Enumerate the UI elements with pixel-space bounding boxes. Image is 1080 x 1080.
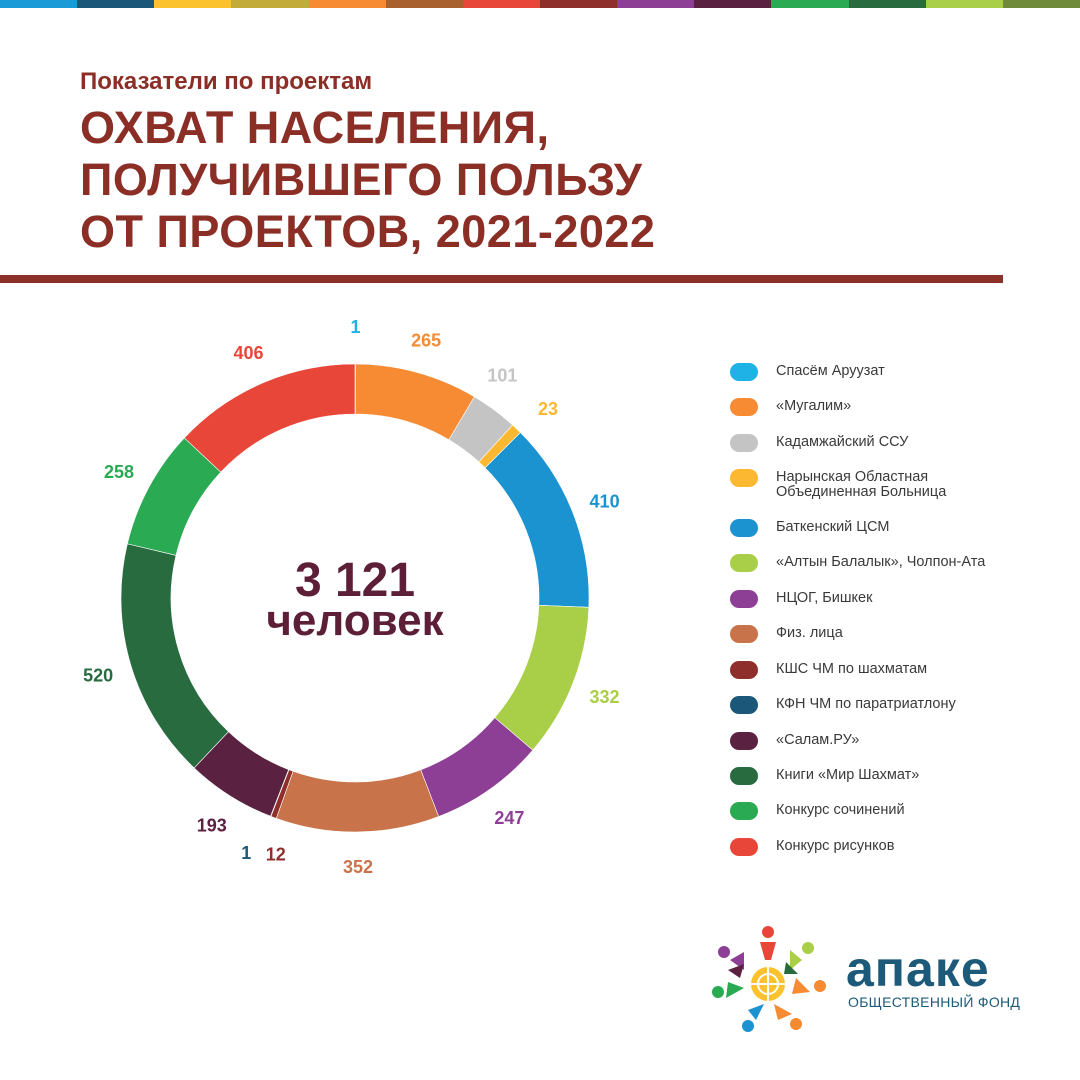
page-title: [80, 102, 980, 258]
total-unit: человек: [266, 596, 444, 645]
legend-item: [730, 431, 1036, 452]
legend-swatch: [730, 767, 758, 785]
legend-label: Баткенский ЦСМ: [776, 519, 890, 535]
legend-label: Спасём Аруузат: [776, 363, 885, 379]
top-bar-segment: [463, 0, 540, 8]
legend-swatch: [730, 696, 758, 714]
legend-item: [730, 693, 1036, 714]
top-bar-segment: [386, 0, 463, 8]
slice-value-label: 247: [494, 808, 525, 829]
top-color-bar: [0, 0, 1080, 8]
legend-swatch: [730, 838, 758, 856]
slice-value-label: 1: [241, 842, 252, 863]
legend-label: КШС ЧМ по шахматам: [776, 661, 928, 677]
legend-label: НЦОГ, Бишкек: [776, 590, 873, 606]
slice-value-label: 352: [342, 856, 373, 877]
legend-item: [730, 551, 1036, 572]
legend-item: [730, 395, 1036, 416]
slice-value-label: 193: [196, 815, 227, 836]
legend-swatch: [730, 398, 758, 416]
legend-swatch: [730, 519, 758, 537]
legend-item: [730, 360, 1036, 381]
legend-label: «Салам.РУ»: [776, 732, 860, 748]
slice-value-label: 406: [233, 343, 264, 364]
legend-swatch: [730, 625, 758, 643]
legend-swatch: [730, 590, 758, 608]
legend-item: [730, 658, 1036, 679]
legend-label: «Алтын Балалык», Чолпон-Ата: [776, 554, 986, 570]
legend-swatch: [730, 469, 758, 487]
legend-item: [730, 835, 1036, 856]
top-bar-segment: [540, 0, 617, 8]
top-bar-segment: [694, 0, 771, 8]
donut-slice: [276, 770, 438, 832]
top-bar-segment: [309, 0, 386, 8]
legend-label: «Мугалим»: [776, 398, 852, 414]
legend-swatch: [730, 363, 758, 381]
top-bar-segment: [0, 0, 77, 8]
donut-slice: [184, 364, 355, 472]
legend-label: КФН ЧМ по паратриатлону: [776, 696, 956, 712]
slice-value-label: 410: [589, 491, 620, 512]
legend-item: [730, 799, 1036, 820]
legend-swatch: [730, 732, 758, 750]
header-divider: [0, 275, 1003, 283]
brand-name: апаке: [846, 941, 990, 997]
title-line-1: ОХВАТ НАСЕЛЕНИЯ,: [80, 102, 550, 153]
top-bar-segment: [154, 0, 231, 8]
legend-label: Нарынская Областная Объединенная Больница: [776, 469, 947, 500]
legend-label: Кадамжайский ССУ: [776, 434, 909, 450]
slice-value-label: 265: [411, 330, 442, 351]
legend-item: [730, 466, 1036, 500]
top-bar-segment: [1003, 0, 1080, 8]
slice-value-label: 12: [265, 844, 286, 865]
legend-label: Конкурс рисунков: [776, 838, 895, 854]
legend-swatch: [730, 434, 758, 452]
slice-value-label: 258: [103, 461, 135, 482]
legend-item: [730, 622, 1036, 643]
legend-item: [730, 729, 1036, 750]
top-bar-segment: [926, 0, 1003, 8]
legend-swatch: [730, 802, 758, 820]
top-bar-segment: [617, 0, 694, 8]
legend-item: [730, 764, 1036, 785]
top-bar-segment: [771, 0, 848, 8]
page-subtitle: Показатели по проектам: [80, 68, 373, 95]
legend-label: Книги «Мир Шахмат»: [776, 767, 920, 783]
slice-value-label: 520: [83, 665, 114, 686]
top-bar-segment: [849, 0, 926, 8]
legend-item: [730, 516, 1036, 537]
legend-swatch: [730, 661, 758, 679]
slice-value-label: 101: [487, 365, 518, 386]
slice-value-label: 1: [350, 317, 361, 338]
top-bar-segment: [231, 0, 308, 8]
slice-value-label: 23: [538, 399, 559, 420]
slice-value-label: 332: [589, 686, 620, 707]
title-line-2: ПОЛУЧИВШЕГО ПОЛЬЗУ: [80, 154, 643, 205]
brand-subtitle: ОБЩЕСТВЕННЫЙ ФОНД: [848, 994, 1021, 1010]
legend-label: Физ. лица: [776, 625, 843, 641]
legend-item: [730, 587, 1036, 608]
legend-label: Конкурс сочинений: [776, 802, 905, 818]
title-line-3: ОТ ПРОЕКТОВ, 2021-2022: [80, 206, 656, 257]
donut-slice: [495, 605, 589, 750]
total-number: 3 121: [294, 554, 416, 607]
top-bar-segment: [77, 0, 154, 8]
legend-swatch: [730, 554, 758, 572]
